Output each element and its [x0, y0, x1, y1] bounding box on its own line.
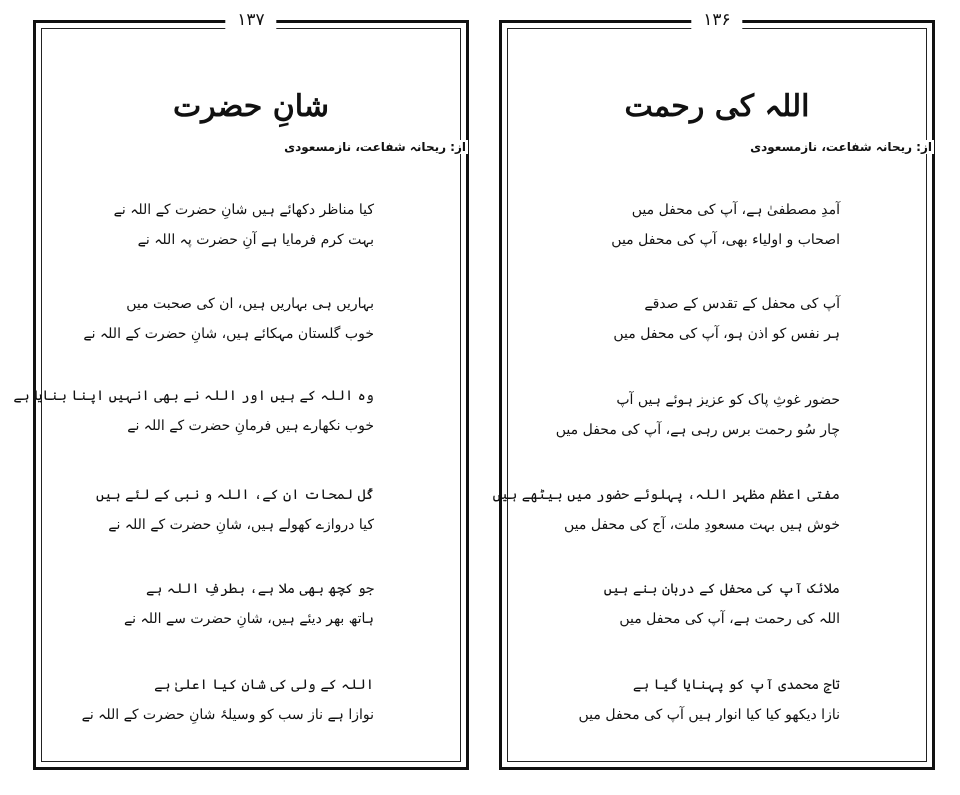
- verse-line: اللہ کی رحمت ہے، آپ کی محفل میں: [619, 611, 840, 627]
- verse-line: کیا مناظر دکھائے ہیں شانِ حضرت کے اللہ نے: [113, 202, 374, 218]
- verse-line: حضور غوثِ پاک کو عزیز ہوئے ہیں آپ: [616, 392, 840, 408]
- verse-line: تاجِ محمدی آپ کو پہنایا گیا ہے: [632, 677, 840, 693]
- stanza: [540, 670, 840, 730]
- stanza: [540, 385, 840, 445]
- verse-line: وہ اللہ کے ہیں اور اللہ نے بھی انہیں اپنا بنایا ہے: [13, 388, 374, 404]
- verse-line: ہر نفس کو اذن ہو، آپ کی محفل میں: [613, 326, 840, 342]
- poem-title: اللہ کی رحمت: [624, 89, 810, 124]
- stanza: [74, 289, 374, 349]
- poem-title: شانِ حضرت: [172, 89, 330, 124]
- verse-line: خوب گلستان مہکائے ہیں، شانِ حضرت کے اللہ نے: [83, 326, 374, 342]
- verse-line: نازا دیکھو کیا کیا انوار ہیں آپ کی محفل میں: [578, 707, 840, 723]
- page-number: ۱۳۷: [225, 9, 276, 31]
- left-page: [13, 10, 469, 770]
- stanza: [13, 381, 374, 441]
- verse-line: جو کچھ بھی ملا ہے، بطرفِ اللہ ہے: [145, 581, 374, 597]
- verse-line: اللہ کے ولی کی شان کیا اعلیٰ ہے: [154, 677, 374, 693]
- verse-line: نوازا ہے ناز سب کو وسیلۂ شانِ حضرت کے اللہ نے: [81, 707, 374, 723]
- stanza: [492, 480, 840, 540]
- stanza: [74, 195, 374, 255]
- verse-line: خوب نکھارے ہیں فرمانِ حضرت کے اللہ نے: [127, 418, 374, 434]
- stanza: [540, 195, 840, 255]
- verse-line: کیا دروازے کھولے ہیں، شانِ حضرت کے اللہ نے: [108, 517, 374, 533]
- stanza: [74, 670, 374, 730]
- page-number: ۱۳۶: [691, 9, 742, 31]
- stanza: [540, 289, 840, 349]
- verse-line: مفتی اعظم مظہر اللہ، پہلوئے حضور میں بیٹھے ہیں: [492, 487, 840, 503]
- verse-line: ملائک آپ کی محفل کے دربان بنے ہیں: [603, 581, 840, 597]
- verse-line: اصحاب و اولیاء بھی، آپ کی محفل میں: [611, 232, 840, 248]
- poem-author: از: ریحانہ شفاعت، نازمسعودی: [750, 140, 932, 154]
- verse-line: بہاریں ہی بہاریں ہیں، ان کی صحبت میں: [126, 296, 374, 312]
- poem-author: از: ریحانہ شفاعت، نازمسعودی: [284, 140, 466, 154]
- verse-line: آپ کی محفل کے تقدس کے صدقے: [644, 296, 840, 312]
- stanza: [74, 480, 374, 540]
- stanza: [540, 574, 840, 634]
- verse-line: گُل لمحات ان کے، اللہ و نبی کے لئے ہیں: [96, 487, 374, 503]
- verse-line: چار سُو رحمت برس رہی ہے، آپ کی محفل میں: [555, 422, 840, 438]
- verse-line: خوش ہیں بہت مسعودِ ملت، آج کی محفل میں: [564, 517, 840, 533]
- right-page: [492, 10, 935, 770]
- verse-line: ہاتھ بھر دیئے ہیں، شانِ حضرت سے اللہ نے: [123, 611, 374, 627]
- verse-line: بہت کرم فرمایا ہے آنِ حضرت پہ اللہ نے: [137, 232, 374, 248]
- verse-line: آمدِ مصطفیٰ ہے، آپ کی محفل میں: [631, 202, 840, 218]
- stanza: [74, 574, 374, 634]
